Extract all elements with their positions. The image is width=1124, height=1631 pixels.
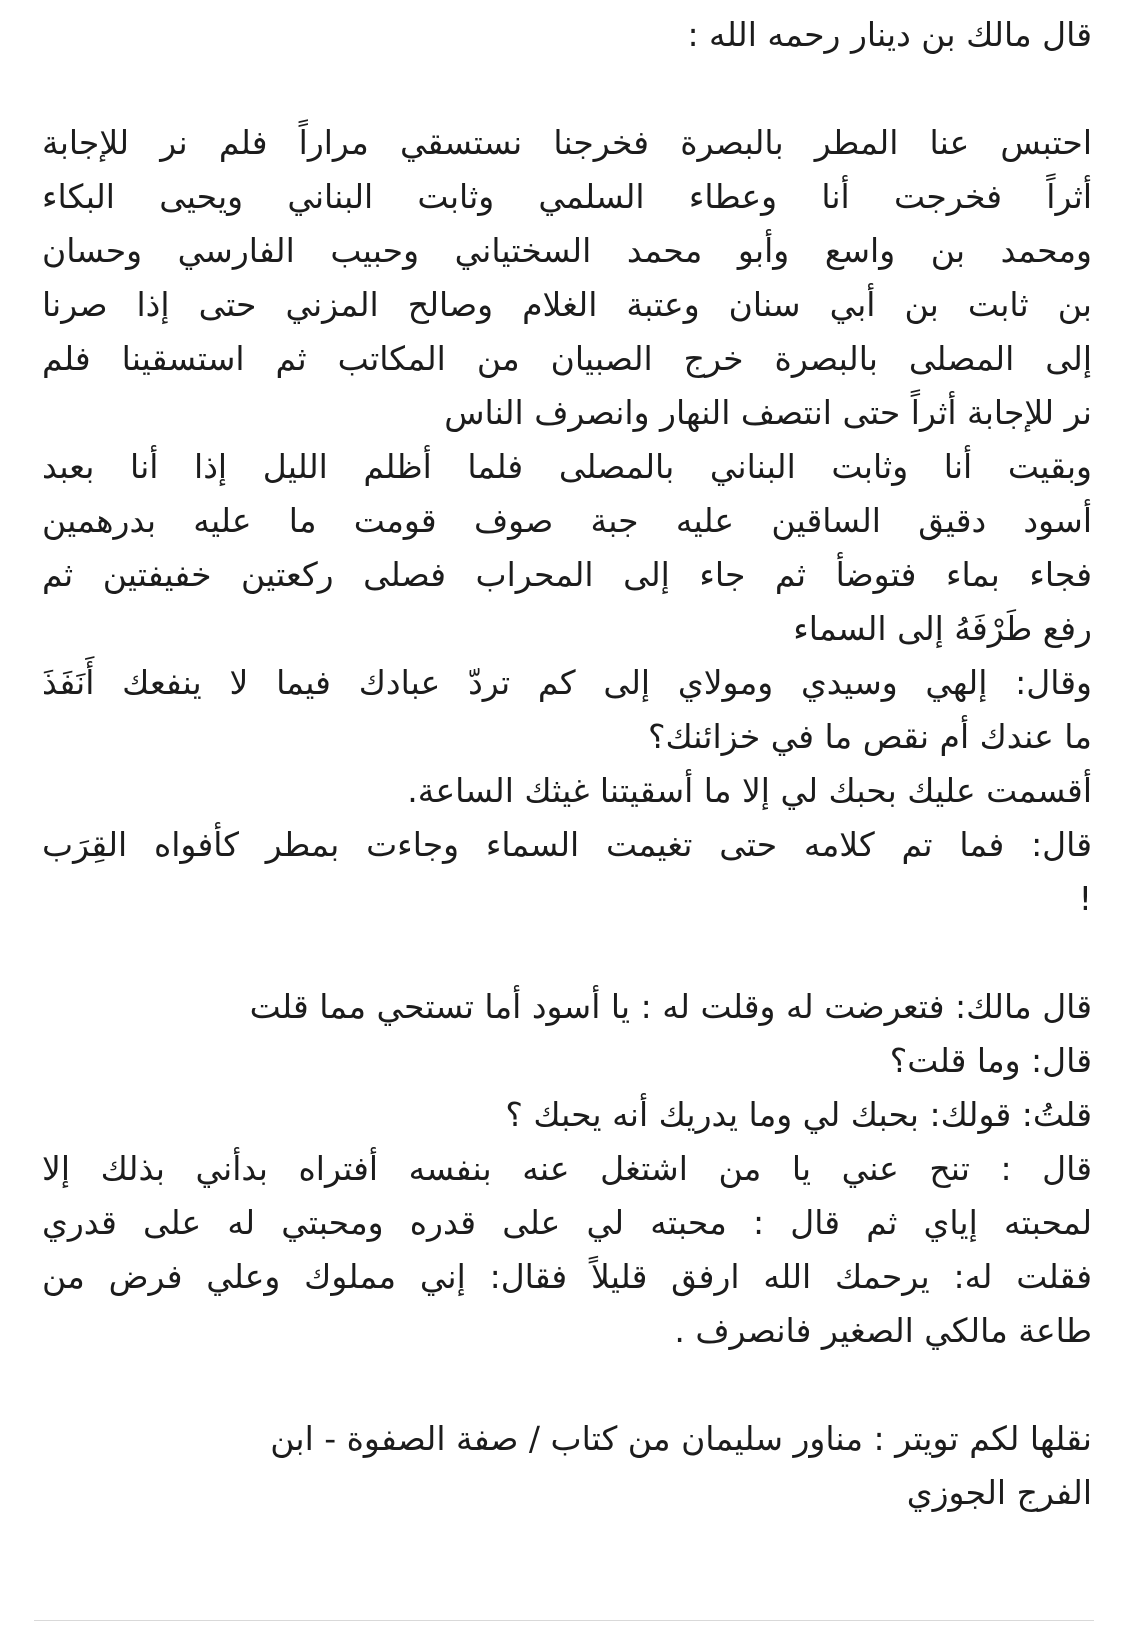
blank-line xyxy=(42,926,1092,980)
text-line: بن ثابت بن أبي سنان وعتبة الغلام وصالح المزني حتى إذا صرنا xyxy=(42,285,1092,324)
text-line: أسود دقيق الساقين عليه جبة صوف قومت ما عليه بدرهمين xyxy=(42,501,1092,540)
text-line: نر للإجابة أثراً حتى انتصف النهار وانصرف الناس xyxy=(444,393,1092,432)
text-line: قال : تنح عني يا من اشتغل عنه بنفسه أفتراه بدأني بذلك إلا xyxy=(42,1149,1092,1188)
blank-line xyxy=(42,62,1092,116)
text-line: قال: وما قلت؟ xyxy=(889,1041,1092,1080)
bottom-divider xyxy=(34,1620,1094,1621)
text-line: احتبس عنا المطر بالبصرة فخرجنا نستسقي مراراً فلم نر للإجابة xyxy=(42,123,1092,162)
text-line: قال: فما تم كلامه حتى تغيمت السماء وجاءت بمطر كأفواه القِرَب xyxy=(42,825,1092,864)
text-line: قلتُ: قولك: بحبك لي وما يدريك أنه يحبك ؟ xyxy=(505,1095,1092,1134)
text-line: قال مالك بن دينار رحمه الله : xyxy=(687,15,1092,54)
text-line: إلى المصلى بالبصرة خرج الصبيان من المكاتب ثم استسقينا فلم xyxy=(42,339,1092,378)
text-line: الفرج الجوزي xyxy=(906,1473,1092,1512)
text-line: طاعة مالكي الصغير فانصرف . xyxy=(674,1311,1092,1350)
text-line: فقلت له: يرحمك الله ارفق قليلاً فقال: إني مملوك وعلي فرض من xyxy=(42,1257,1092,1296)
text-line: نقلها لكم تويتر : مناور سليمان من كتاب / صفة الصفوة - ابن xyxy=(270,1419,1092,1458)
blank-line xyxy=(42,1358,1092,1412)
text-line: فجاء بماء فتوضأ ثم جاء إلى المحراب فصلى ركعتين خفيفتين ثم xyxy=(42,555,1092,594)
text-line: قال مالك: فتعرضت له وقلت له : يا أسود أما تستحي مما قلت xyxy=(249,987,1092,1026)
post-text xyxy=(42,8,1092,1520)
text-line: أثراً فخرجت أنا وعطاء السلمي وثابت البناني ويحيى البكاء xyxy=(42,177,1092,216)
text-line: ومحمد بن واسع وأبو محمد السختياني وحبيب الفارسي وحسان xyxy=(42,231,1092,270)
text-line: ! xyxy=(1078,879,1092,918)
text-line: أقسمت عليك بحبك لي إلا ما أسقيتنا غيثك الساعة. xyxy=(407,771,1092,810)
text-line: ما عندك أم نقص ما في خزائنك؟ xyxy=(647,717,1092,756)
text-line: لمحبته إياي ثم قال : محبته لي على قدره ومحبتي له على قدري xyxy=(42,1203,1092,1242)
text-line: رفع طَرْفَهُ إلى السماء xyxy=(793,609,1092,648)
text-line: وبقيت أنا وثابت البناني بالمصلى فلما أظلم الليل إذا أنا بعبد xyxy=(42,447,1092,486)
text-line: وقال: إلهي وسيدي ومولاي إلى كم تردّ عبادك فيما لا ينفعك أَنَفَذَ xyxy=(42,663,1092,702)
